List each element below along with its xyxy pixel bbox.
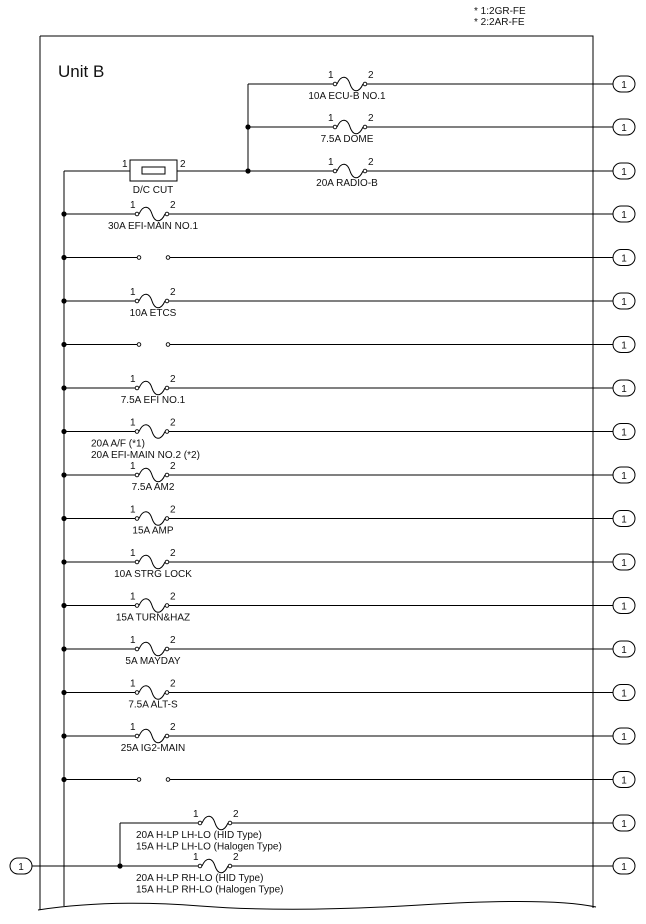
connector-label: 1 xyxy=(621,732,627,743)
fuse-pin-1: 1 xyxy=(193,852,199,863)
connector-label: 1 xyxy=(621,253,627,265)
fuse-pin-1: 1 xyxy=(130,635,136,646)
parts xyxy=(10,70,635,896)
open-terminal xyxy=(137,256,141,260)
fuse-pin-2: 2 xyxy=(170,287,176,298)
connector-label: 1 xyxy=(621,558,627,569)
connector-label: 1 xyxy=(621,645,627,656)
fuse-label: 7.5A EFI NO.1 xyxy=(120,395,186,406)
fuse-pin-1: 1 xyxy=(193,809,199,820)
connector-label: 1 xyxy=(621,471,627,482)
fuse-pin-2: 2 xyxy=(170,417,176,429)
fuse-terminal xyxy=(165,517,169,521)
fuse-label: 15A TURN&HAZ xyxy=(115,612,191,624)
fuse-terminal xyxy=(165,386,169,390)
fuse-label: 15A H-LP RH-LO (Halogen Type) xyxy=(136,884,284,896)
fuse-terminal xyxy=(165,473,169,477)
fuse-terminal xyxy=(165,430,169,434)
fuse-terminal xyxy=(198,864,202,868)
fuse-label: 7.5A ALT-S xyxy=(128,699,178,711)
connector-label: 1 xyxy=(621,514,627,526)
fuse-terminal xyxy=(135,691,139,695)
fuse-label: 20A H-LP RH-LO (HID Type) xyxy=(136,873,264,884)
fuse-pin-2: 2 xyxy=(170,461,176,472)
fuse-label: 30A EFI-MAIN NO.1 xyxy=(107,221,199,232)
fuse-pin-1: 1 xyxy=(130,461,136,472)
variant-note-2: * 2:2AR-FE xyxy=(474,17,525,28)
fuse-pin-1: 1 xyxy=(130,287,136,298)
connector-label: 1 xyxy=(621,80,627,91)
fuse-label: 10A ETCS xyxy=(129,308,177,319)
fuse-symbol xyxy=(337,164,363,178)
fuse-label: 20A A/F (*1) xyxy=(91,438,145,450)
fuse-pin-2: 2 xyxy=(170,548,176,559)
open-terminal xyxy=(166,778,170,782)
fuse-label: 20A EFI-MAIN NO.2 (*2) xyxy=(91,450,200,461)
fuse-terminal xyxy=(165,604,169,608)
unit-title: Unit B xyxy=(58,62,105,81)
fuse-label: 5A MAYDAY xyxy=(125,656,181,667)
fuse-terminal xyxy=(363,125,367,129)
fuse-pin-2: 2 xyxy=(368,113,374,124)
fuse-symbol xyxy=(139,599,165,613)
fuse-pin-2: 2 xyxy=(170,591,176,603)
fuse-pin-2: 2 xyxy=(170,678,176,690)
fuse-symbol xyxy=(139,512,165,526)
fuse-pin-2: 2 xyxy=(170,635,176,646)
fuse-symbol xyxy=(139,642,165,656)
fuse-terminal xyxy=(135,604,139,608)
fuse-label: 7.5A AM2 xyxy=(131,482,175,493)
fuse-symbol xyxy=(139,729,165,743)
fuse-terminal xyxy=(165,691,169,695)
connector-label: 1 xyxy=(621,384,627,395)
fuse-label: 15A AMP xyxy=(132,525,174,537)
fuse-label: 10A STRG LOCK xyxy=(114,569,192,580)
fuse-terminal xyxy=(135,430,139,434)
connector-label: 1 xyxy=(621,167,627,178)
fuse-terminal xyxy=(333,169,337,173)
open-terminal xyxy=(166,256,170,260)
fuse-pin-2: 2 xyxy=(170,374,176,385)
fuse-symbol xyxy=(139,294,165,308)
fuse-terminal xyxy=(135,473,139,477)
fuse-symbol xyxy=(202,816,228,830)
fuse-terminal xyxy=(135,517,139,521)
fuse-pin-2: 2 xyxy=(368,157,374,168)
fuse-terminal xyxy=(135,647,139,651)
dc-cut-label: D/C CUT xyxy=(132,185,174,196)
fuse-symbol xyxy=(139,207,165,221)
fuse-symbol xyxy=(139,381,165,395)
fuse-symbol xyxy=(337,77,363,91)
fuse-pin-2: 2 xyxy=(368,70,374,81)
connector-label: 1 xyxy=(18,862,24,873)
fuse-label: 10A ECU-B NO.1 xyxy=(308,91,386,102)
fuse-pin-2: 2 xyxy=(233,809,239,820)
open-terminal xyxy=(137,343,141,347)
fuse-label: 15A H-LP LH-LO (Halogen Type) xyxy=(136,841,282,853)
connector-label: 1 xyxy=(621,688,627,700)
fuse-pin-1: 1 xyxy=(130,417,136,429)
dc-cut-pin-2: 2 xyxy=(180,159,186,170)
fuse-pin-1: 1 xyxy=(130,548,136,559)
fuse-terminal xyxy=(363,82,367,86)
connector-label: 1 xyxy=(621,297,627,308)
fuse-terminal xyxy=(135,734,139,738)
connector-label: 1 xyxy=(621,210,627,221)
fuse-label: 7.5A DOME xyxy=(320,134,374,145)
fuse-terminal xyxy=(135,212,139,216)
connector-label: 1 xyxy=(621,775,627,787)
fuse-label: 20A H-LP LH-LO (HID Type) xyxy=(136,830,262,841)
fuse-pin-2: 2 xyxy=(233,852,239,863)
fuse-symbol xyxy=(337,120,363,134)
fuse-pin-1: 1 xyxy=(130,678,136,690)
connector-label: 1 xyxy=(621,862,627,873)
fuse-pin-1: 1 xyxy=(130,200,136,211)
fuse-terminal xyxy=(165,647,169,651)
fuse-symbol xyxy=(139,555,165,569)
fuse-symbol xyxy=(139,425,165,439)
fuse-symbol xyxy=(139,468,165,482)
fuse-symbol xyxy=(139,686,165,700)
fuse-terminal xyxy=(198,821,202,825)
fuse-terminal xyxy=(333,82,337,86)
fuse-label: 25A IG2-MAIN xyxy=(120,743,186,754)
wires xyxy=(32,84,613,906)
connector-label: 1 xyxy=(621,601,627,613)
fuse-terminal xyxy=(165,212,169,216)
fuse-terminal xyxy=(228,821,232,825)
dc-cut-element xyxy=(142,167,165,174)
fuse-pin-1: 1 xyxy=(130,374,136,385)
fuse-pin-1: 1 xyxy=(130,722,136,733)
fuse-terminal xyxy=(135,299,139,303)
fuse-symbol xyxy=(202,859,228,873)
fuse-terminal xyxy=(135,386,139,390)
fuse-pin-1: 1 xyxy=(130,504,136,516)
connector-label: 1 xyxy=(621,340,627,352)
fuse-terminal xyxy=(363,169,367,173)
fuse-pin-1: 1 xyxy=(328,157,334,168)
variant-note-1: * 1:2GR-FE xyxy=(474,6,526,17)
dc-cut-pin-1: 1 xyxy=(122,159,128,170)
fuse-pin-2: 2 xyxy=(170,722,176,733)
fuse-terminal xyxy=(165,734,169,738)
connector-label: 1 xyxy=(621,819,627,830)
open-terminal xyxy=(166,343,170,347)
fuse-terminal xyxy=(165,299,169,303)
fuse-pin-2: 2 xyxy=(170,504,176,516)
fuse-pin-2: 2 xyxy=(170,200,176,211)
open-terminal xyxy=(137,778,141,782)
fuse-label: 20A RADIO-B xyxy=(316,178,378,189)
connector-label: 1 xyxy=(621,123,627,134)
connector-label: 1 xyxy=(621,427,627,439)
fuse-terminal xyxy=(165,560,169,564)
fuse-pin-1: 1 xyxy=(130,591,136,603)
frame-break-line xyxy=(38,901,596,910)
fuse-pin-1: 1 xyxy=(328,113,334,124)
fuse-terminal xyxy=(135,560,139,564)
fuse-terminal xyxy=(333,125,337,129)
fuse-pin-1: 1 xyxy=(328,70,334,81)
fuse-terminal xyxy=(228,864,232,868)
